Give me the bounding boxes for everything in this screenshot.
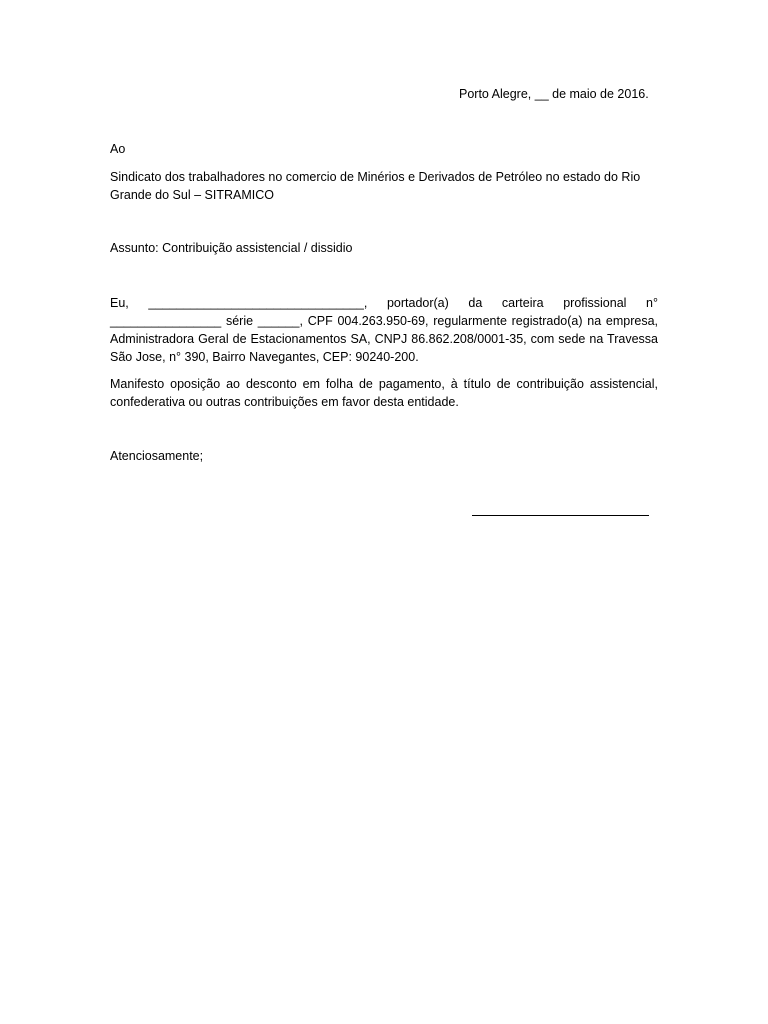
body-line: ________________ série ______, CPF 004.263.950-69, regularmente registrado(a) na empresa, <box>110 314 658 328</box>
opposition-line: Manifesto oposição ao desconto em folha de pagamento, à título de contribuição assistencial, <box>110 377 658 391</box>
signature-line <box>472 515 649 516</box>
recipient: Sindicato dos trabalhadores no comercio de Minérios e Derivados de Petróleo no estado do Rio Grande do Sul – SITRAMICO <box>110 170 641 202</box>
subject-line: Assunto: Contribuição assistencial / dissidio <box>110 241 353 255</box>
body-line: Eu, _______________________________, portador(a) da carteira profissional n° <box>110 296 658 310</box>
opposition-line: confederativa ou outras contribuições em favor desta entidade. <box>110 395 459 409</box>
closing: Atenciosamente; <box>110 449 204 463</box>
date-line: Porto Alegre, __ de maio de 2016. <box>459 87 649 101</box>
body-line: Administradora Geral de Estacionamentos SA, CNPJ 86.862.208/0001-35, com sede na Travessa <box>110 332 658 346</box>
salutation: Ao <box>110 142 126 156</box>
body-line: São Jose, n° 390, Bairro Navegantes, CEP: 90240-200. <box>110 350 419 364</box>
